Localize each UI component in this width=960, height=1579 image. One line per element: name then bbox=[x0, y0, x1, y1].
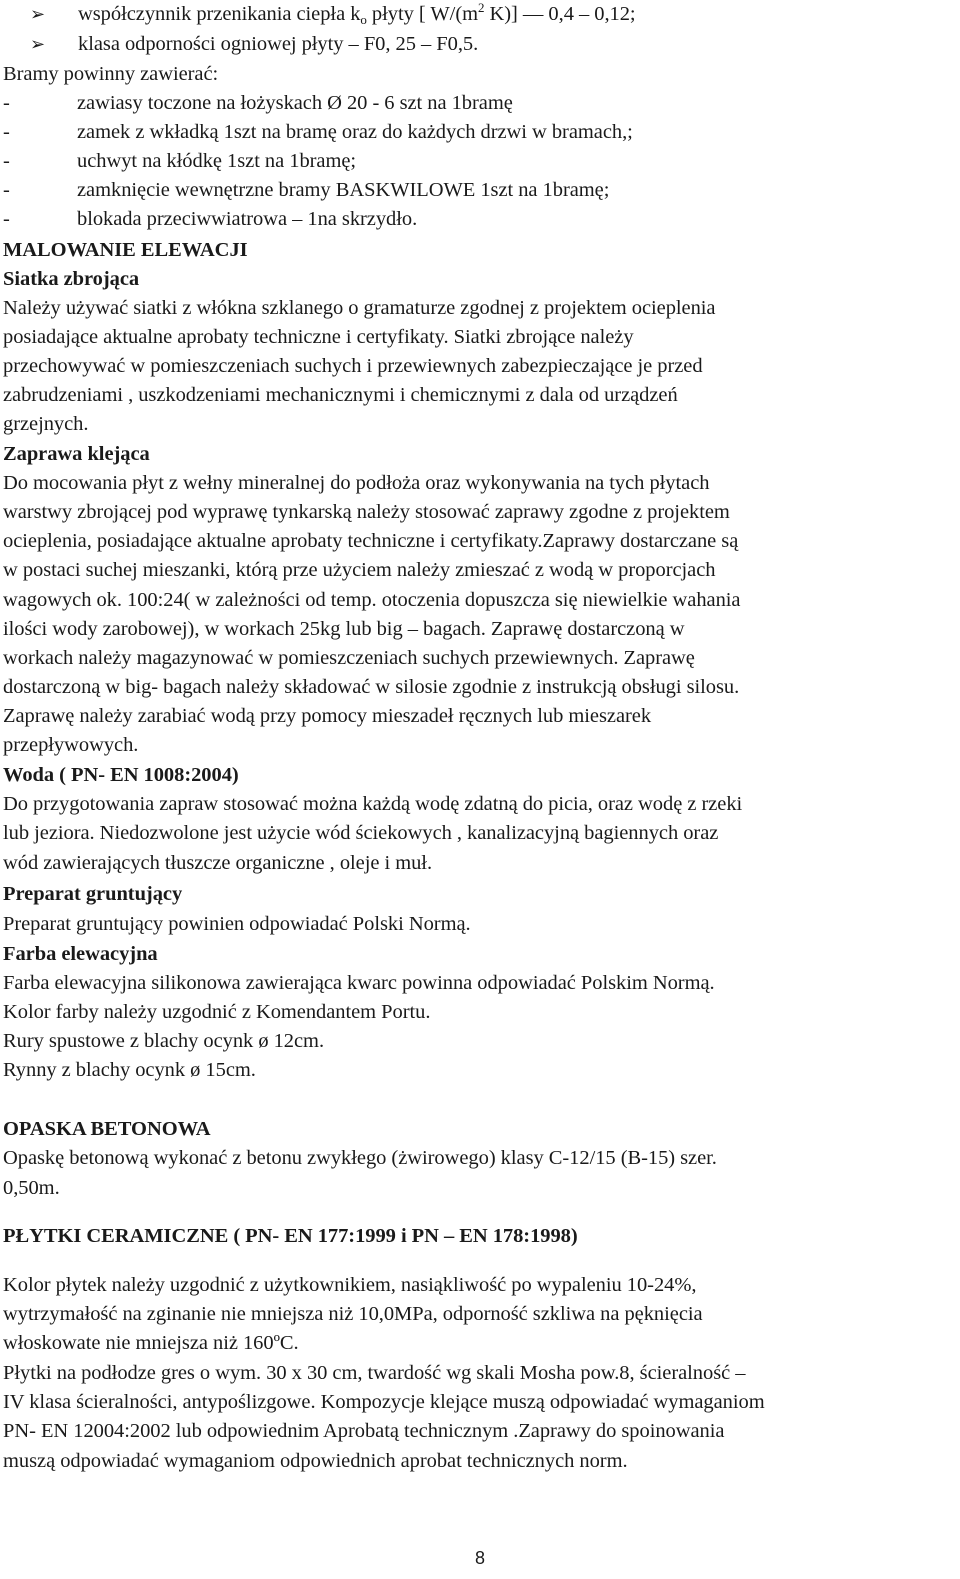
text-line: Płytki na podłodze gres o wym. 30 x 30 cm, twardość wg skali Mosha pow.8, ścieralność – bbox=[3, 1362, 746, 1384]
section-heading: Farba elewacyjna bbox=[3, 943, 158, 965]
text-line: ocieplenia, posiadające aktualne aprobaty techniczne i certyfikaty.Zaprawy dostarczane są bbox=[3, 530, 739, 552]
dash-list-item: - blokada przeciwwiatrowa – 1na skrzydło. bbox=[3, 208, 418, 230]
text-line: posiadające aktualne aprobaty techniczne i certyfikaty. Siatki zbrojące należy bbox=[3, 326, 634, 348]
text-line: Kolor płytek należy uzgodnić z użytkownikiem, nasiąkliwość po wypaleniu 10-24%, bbox=[3, 1274, 697, 1296]
text-line: Do przygotowania zapraw stosować można każdą wodę zdatną do picia, oraz wodę z rzeki bbox=[3, 793, 743, 815]
text-line: Opaskę betonową wykonać z betonu zwykłego (żwirowego) klasy C-12/15 (B-15) szer. bbox=[3, 1147, 717, 1169]
text-line: Preparat gruntujący powinien odpowiadać Polski Normą. bbox=[3, 913, 471, 935]
text-line: przechowywać w pomieszczeniach suchych i przewiewnych zabezpieczające je przed bbox=[3, 355, 703, 377]
text-line: zabrudzeniami , uszkodzeniami mechanicznymi i chemicznymi z dala od urządzeń bbox=[3, 384, 678, 406]
bramy-intro: Bramy powinny zawierać: bbox=[3, 63, 219, 85]
text-line: 0,50m. bbox=[3, 1177, 60, 1199]
text-line: IV klasa ścieralności, antypoślizgowe. Kompozycje klejące muszą odpowiadać wymaganiom bbox=[3, 1391, 765, 1413]
text-line: Rynny z blachy ocynk ø 15cm. bbox=[3, 1059, 256, 1081]
dash-list-item: - zamek z wkładką 1szt na bramę oraz do każdych drzwi w bramach,; bbox=[3, 121, 633, 143]
bullet-item: ➢ współczynnik przenikania ciepła $k_o$ płyty [ $W/(m^2$ K)] — 0,4 – 0,12; bbox=[30, 0, 636, 27]
text-line: w postaci suchej mieszanki, którą prze użyciem należy zmieszać z wodą w proporcjach bbox=[3, 559, 716, 581]
text-line: workach należy magazynować w pomieszczeniach suchych przewiewnych. Zaprawę bbox=[3, 647, 695, 669]
section-heading: Siatka zbrojąca bbox=[3, 268, 140, 290]
section-heading: Preparat gruntujący bbox=[3, 883, 183, 905]
arrow-bullet-icon: ➢ bbox=[30, 4, 46, 25]
section-heading: MALOWANIE ELEWACJI bbox=[3, 239, 248, 261]
text-line: Kolor farby należy uzgodnić z Komendantem Portu. bbox=[3, 1001, 431, 1023]
text-line: dostarczoną w big- bagach należy składować w silosie zgodnie z instrukcją obsługi silosu. bbox=[3, 676, 740, 698]
section-heading: Zaprawa klejąca bbox=[3, 443, 150, 465]
section-heading: Woda ( PN- EN 1008:2004) bbox=[3, 764, 239, 786]
text-line: włoskowate nie mniejsza niż 160ºC. bbox=[3, 1332, 299, 1354]
text-line: wagowych ok. 100:24( w zależności od temp. otoczenia dopuszcza się niewielkie wahania bbox=[3, 589, 741, 611]
text-line: Zaprawę należy zarabiać wodą przy pomocy mieszadeł ręcznych lub mieszarek bbox=[3, 705, 652, 727]
page-number: 8 bbox=[474, 1548, 485, 1568]
arrow-bullet-icon: ➢ bbox=[30, 34, 46, 55]
text-line: Rury spustowe z blachy ocynk ø 12cm. bbox=[3, 1030, 325, 1052]
section-heading: OPASKA BETONOWA bbox=[3, 1118, 211, 1140]
bullet-item: ➢ klasa odporności ogniowej płyty – F0, 25 – F0,5. bbox=[78, 30, 960, 59]
text-line: Farba elewacyjna silikonowa zawierająca kwarc powinna odpowiadać Polskim Normą. bbox=[3, 972, 715, 994]
dash-list-item: - uchwyt na kłódkę 1szt na 1bramę; bbox=[3, 150, 357, 172]
text-line: Do mocowania płyt z wełny mineralnej do podłoża oraz wykonywania na tych płytach bbox=[3, 472, 710, 494]
text-line: muszą odpowiadać wymaganiom odpowiednich aprobat technicznych norm. bbox=[3, 1450, 628, 1472]
text-line: ilości wody zarobowej), w workach 25kg lub big – bagach. Zaprawę dostarczoną w bbox=[3, 618, 685, 640]
text-line: warstwy zbrojącej pod wyprawę tynkarską należy stosować zaprawy zgodne z projektem bbox=[3, 501, 730, 523]
text-line: PN- EN 12004:2002 lub odpowiednim Aprobatą technicznym .Zaprawy do spoinowania bbox=[3, 1420, 725, 1442]
dash-list-item: - zawiasy toczone na łożyskach Ø 20 - 6 szt na 1bramę bbox=[3, 92, 513, 114]
text-line: Należy używać siatki z włókna szklanego o gramaturze zgodnej z projektem ocieplenia bbox=[3, 297, 716, 319]
dash-list-item: - zamknięcie wewnętrzne bramy BASKWILOWE 1szt na 1bramę; bbox=[3, 179, 610, 201]
text-line: lub jeziora. Niedozwolone jest użycie wód ściekowych , kanalizacyjną bagiennych oraz bbox=[3, 822, 719, 844]
text-line: wód zawierających tłuszcze organiczne , oleje i muł. bbox=[3, 852, 433, 874]
section-heading: PŁYTKI CERAMICZNE ( PN- EN 177:1999 i PN – EN 178:1998) bbox=[3, 1225, 578, 1247]
text-line: wytrzymałość na zginanie nie mniejsza niż 10,0MPa, odporność szkliwa na pęknięcia bbox=[3, 1303, 703, 1325]
text-line: przepływowych. bbox=[3, 734, 139, 756]
text-line: grzejnych. bbox=[3, 413, 89, 435]
